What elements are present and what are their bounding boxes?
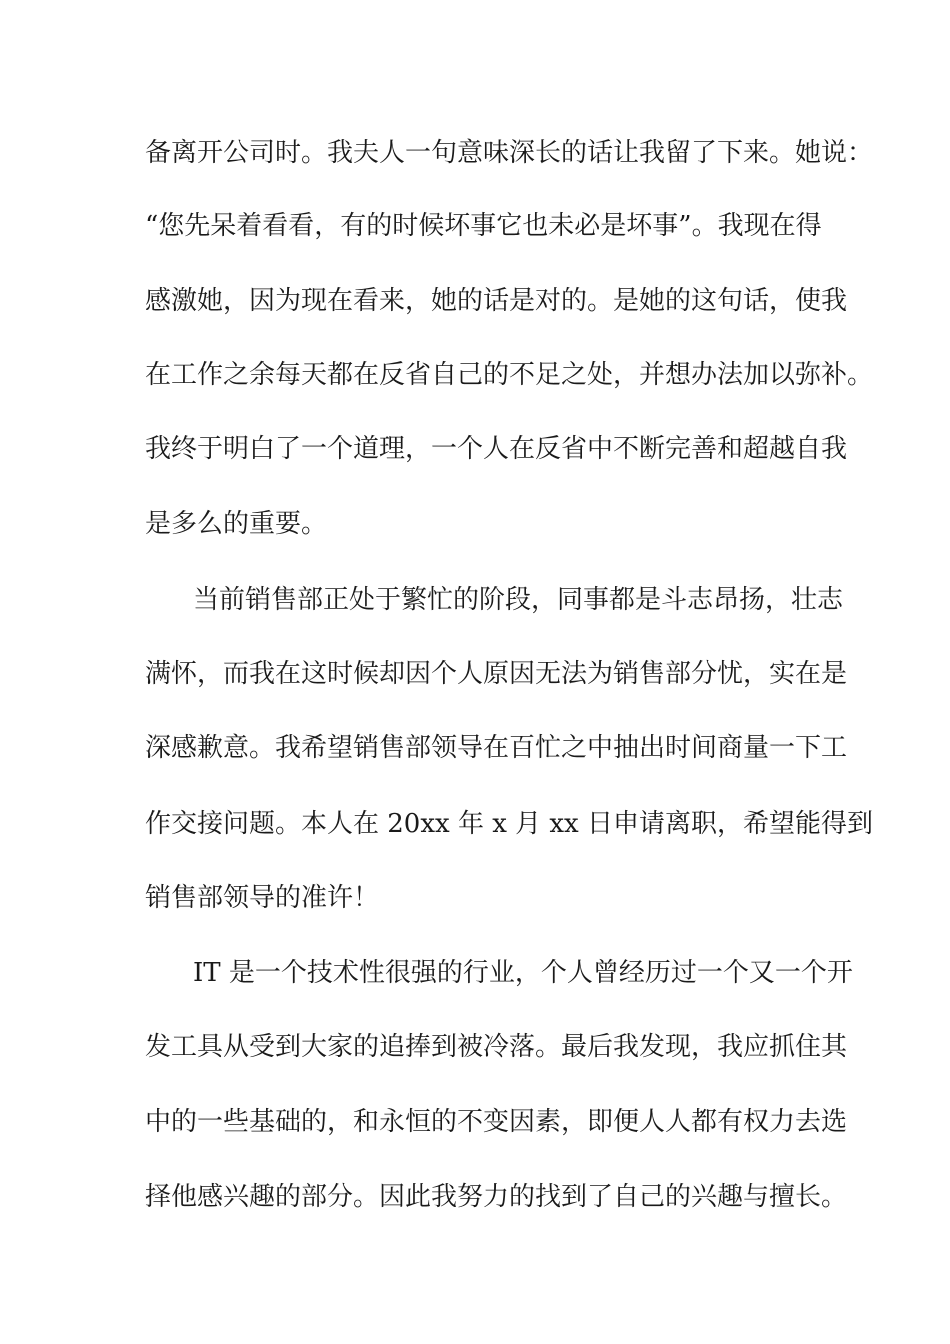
paragraph-first-line: 当前销售部正处于繁忙的阶段，同事都是斗志昂扬，壮志 [193, 585, 844, 615]
paragraph-line: 中的一些基础的，和永恒的不变因素，即便人人都有权力去选 [145, 1107, 848, 1137]
paragraph-line: 作交接问题。本人在 20xx 年 x 月 xx 日申请离职，希望能得到 [145, 809, 873, 839]
paragraph-line: 深感歉意。我希望销售部领导在百忙之中抽出时间商量一下工 [145, 733, 848, 763]
paragraph-line: 感激她，因为现在看来，她的话是对的。是她的这句话，使我 [145, 286, 848, 316]
paragraph-line: 备离开公司时。我夫人一句意味深长的话让我留了下来。她说： [145, 138, 874, 168]
paragraph-line: “您先呆着看看，有的时候坏事它也未必是坏事”。我现在得 [145, 211, 822, 241]
paragraph-line: 择他感兴趣的部分。因此我努力的找到了自己的兴趣与擅长。 [145, 1182, 848, 1212]
paragraph-first-line: IT 是一个技术性很强的行业，个人曾经历过一个又一个开 [193, 958, 853, 988]
paragraph-line: 销售部领导的准许！ [145, 883, 380, 913]
paragraph-line: 是多么的重要。 [145, 509, 328, 539]
paragraph-line: 发工具从受到大家的追捧到被冷落。最后我发现，我应抓住其 [145, 1032, 848, 1062]
paragraph-line: 满怀，而我在这时候却因个人原因无法为销售部分忧，实在是 [145, 659, 848, 689]
paragraph-line: 我终于明白了一个道理，一个人在反省中不断完善和超越自我 [145, 434, 848, 464]
paragraph-line: 在工作之余每天都在反省自己的不足之处，并想办法加以弥补。 [145, 360, 874, 390]
